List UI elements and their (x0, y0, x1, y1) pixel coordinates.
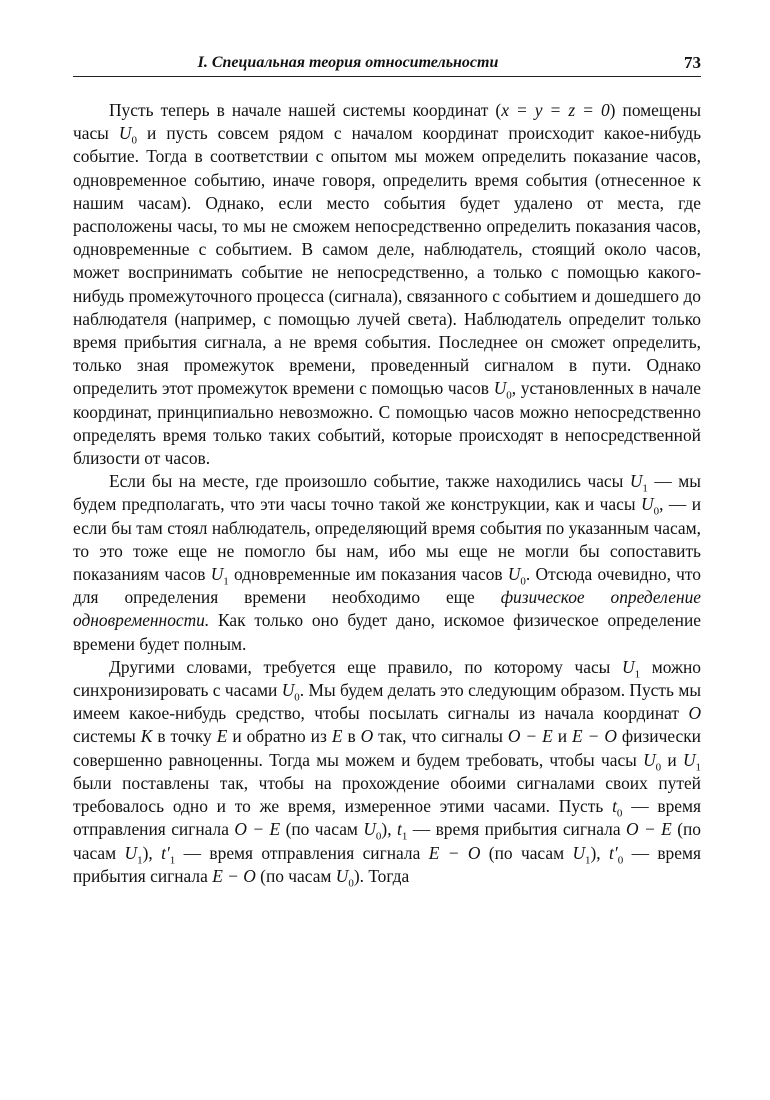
math-subscript: 0 (348, 877, 354, 890)
math-inline: E − O (572, 726, 617, 747)
text-run: и (552, 726, 573, 747)
math-inline: U (643, 749, 656, 770)
math-inline: E (331, 726, 343, 747)
math-subscript: 0 (617, 853, 624, 866)
math-inline: U (124, 842, 138, 863)
math-inline: U (641, 494, 654, 515)
math-inline: O − E (625, 819, 672, 840)
math-inline: U (682, 749, 696, 770)
running-title: I. Специальная теория относительности (197, 54, 499, 71)
math-inline: E (216, 726, 228, 747)
running-header (73, 52, 701, 77)
paragraph-1 (73, 99, 701, 470)
text-run: Как только оно будет дано, искомое физическое определение времени будет полным. (73, 610, 701, 654)
text-run: — время отправления сигнала (73, 796, 701, 840)
text-run: так, что сигналы (373, 726, 508, 747)
text-run: . Мы будем делать это следующим образом. Пусть мы имеем какое-нибудь средство, чтобы посылать сигналы из начала координат (73, 680, 702, 724)
text-run: ). Тогда (353, 865, 410, 886)
text-run: — мы будем предполагать, что эти часы точно такой же конструкции, как и часы (73, 471, 701, 515)
text-run: Пусть теперь в начале нашей системы координат ( (109, 100, 502, 120)
math-inline: t′ (609, 842, 618, 863)
math-inline: U (507, 564, 521, 585)
math-subscript: 1 (137, 853, 143, 866)
math-subscript: 1 (169, 853, 176, 866)
text-run: , — и если бы там стоял наблюдатель, определяющий время события по указанным часам, то это тоже еще не помогло бы нам, ибо мы еще не могли бы сопоставить показаниям часов (73, 494, 701, 585)
math-inline: t′ (161, 842, 170, 863)
math-subscript: 0 (294, 691, 300, 704)
text-run: в (342, 726, 361, 747)
math-subscript: 1 (401, 830, 408, 843)
math-subscript: 0 (375, 830, 382, 843)
math-subscript: 0 (653, 505, 660, 518)
text-run: Если бы на месте, где произошло событие, также находились часы (109, 471, 630, 492)
text-run: ), (381, 819, 397, 840)
text-run: ), (590, 842, 610, 863)
math-subscript: 1 (634, 668, 641, 681)
paragraph-2 (73, 470, 701, 656)
text-run: ) помещены часы (73, 100, 702, 144)
math-inline: K (140, 726, 153, 747)
math-subscript: 1 (695, 761, 701, 774)
math-subscript: 0 (520, 575, 526, 588)
math-inline: U (363, 819, 376, 840)
math-inline: E − O (212, 865, 256, 886)
page-number: 73 (684, 53, 701, 72)
math-inline: U (118, 123, 132, 144)
math-inline: O − E (234, 819, 281, 840)
text-run: системы (73, 726, 141, 747)
text-run: — время прибытия сигнала (73, 842, 701, 886)
math-inline: O (360, 726, 374, 747)
math-inline: O − E (507, 726, 553, 747)
text-run: — время прибытия сигнала (407, 819, 626, 840)
text-run: , установленных в начале координат, принципиально невозможно. С помощью часов можно непосредственно определять время только таких событий, которые происходят в непосредственной близости от часов. (73, 378, 701, 469)
text-run: ), (142, 842, 162, 863)
paragraph-3 (73, 656, 701, 888)
emphasized-term: физическое определение одновременности. (73, 587, 701, 631)
page-body (73, 99, 701, 888)
text-run: (по часам (255, 865, 336, 886)
math-subscript: 0 (616, 807, 623, 820)
math-inline: U (622, 656, 635, 677)
text-run: физически совершенно равноценны. Тогда мы можем и будем требовать, чтобы часы (73, 726, 701, 770)
text-run: (по часам (480, 842, 573, 863)
math-subscript: 1 (585, 853, 591, 866)
math-inline: U (572, 842, 586, 863)
math-inline: x = y = z = 0 (501, 100, 610, 120)
math-subscript: 1 (642, 482, 648, 495)
text-run: и (661, 749, 683, 770)
text-run: были поставлены так, чтобы на прохождение обоими сигналами своих путей требовалось одно и то же время, измеренное этими часами. Пусть (73, 772, 701, 817)
math-subscript: 1 (223, 575, 229, 588)
text-run: Другими словами, требуется еще правило, по которому часы (109, 656, 622, 677)
text-run: — время отправления сигнала (175, 842, 429, 863)
math-inline: t (397, 819, 402, 840)
text-run: можно синхронизировать с часами (73, 656, 701, 701)
math-inline: U (493, 378, 507, 399)
text-run: и пусть совсем рядом с началом координат происходит какое-нибудь событие. Тогда в соответствии с опытом мы можем определить показание часов, одновременное событию, иначе говоря, определить время события (отнесенное к нашим часам). Однако, если место события будет удалено от места, где расположены часы, то мы не сможем непосредственно определить показания часов, одновременные с событием. В самом деле, наблюдатель, стоящий около часов, может воспринимать событие не непосредственно, а только с помощью какого-нибудь промежуточного процесса (сигнала), связанного с событием и дошедшего до наблюдателя (например, с помощью лучей света). Наблюдатель определит только время прибытия сигнала, а не время события. Последнее он сможет определить, только зная промежуток времени, проведенный сигналом в пути. Однако определить этот промежуток времени с помощью часов (73, 123, 701, 399)
math-inline: U (629, 471, 643, 492)
math-inline: U (210, 564, 224, 585)
math-subscript: 0 (506, 389, 512, 402)
text-run: одновременные им показания часов (228, 564, 508, 585)
math-inline: E − O (428, 842, 481, 863)
text-run: (по часам (73, 819, 701, 863)
math-subscript: 0 (131, 134, 137, 147)
text-run: в точку (152, 726, 217, 747)
math-inline: U (335, 865, 349, 886)
math-inline: O (688, 703, 701, 724)
math-subscript: 0 (655, 761, 662, 774)
text-run: и обратно из (227, 726, 332, 747)
text-run: (по часам (280, 819, 364, 840)
math-inline: U (281, 680, 295, 701)
text-run: . Отсюда очевидно, что для определения времени необходимо еще (73, 564, 701, 608)
math-inline: t (612, 796, 617, 817)
